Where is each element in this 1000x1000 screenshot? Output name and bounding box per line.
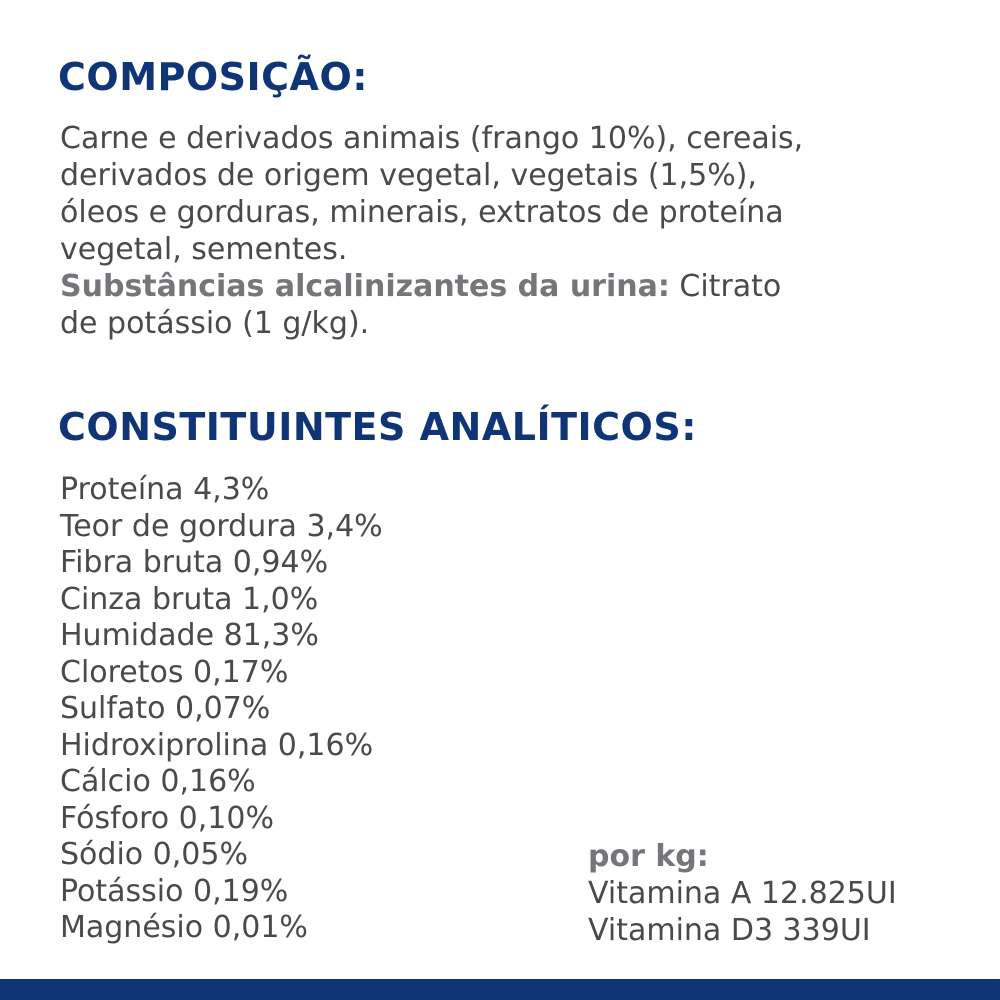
composition-line: Carne e derivados animais (frango 10%), cereais, [60,121,804,156]
per-kg-section [588,838,897,949]
composition-line: vegetal, sementes. [60,232,348,267]
list-item: Cinza bruta 1,0% [60,581,319,617]
composition-text [60,120,960,342]
alkalinizing-value: Citrato [669,269,782,304]
list-item: Fósforo 0,10% [60,800,274,836]
per-kg-label: por kg: [588,839,709,874]
list-item: Humidade 81,3% [60,618,319,653]
list-item: Vitamina A 12.825UI [588,876,897,911]
list-item: Fibra bruta 0,94% [60,545,329,580]
list-item: Magnésio 0,01% [60,910,308,945]
list-item: Hidroxiprolina 0,16% [60,727,374,763]
list-item: Sódio 0,05% [60,837,248,872]
analytical-title: CONSTITUINTES ANALÍTICOS: [58,405,697,449]
per-kg-list [588,875,897,949]
composition-title: COMPOSIÇÃO: [58,55,368,99]
analytical-list [60,472,383,947]
alkalinizing-value-cont: de potássio (1 g/kg). [60,306,370,341]
alkalinizing-label: Substâncias alcalinizantes da urina: [60,269,670,304]
list-item: Cloretos 0,17% [60,654,289,690]
list-item: Potássio 0,19% [60,873,289,909]
footer-band [0,979,1000,1000]
composition-line: óleos e gorduras, minerais, extratos de proteína [60,195,784,230]
list-item: Proteína 4,3% [60,472,270,507]
list-item: Vitamina D3 339UI [588,913,871,948]
list-item: Cálcio 0,16% [60,764,256,799]
list-item: Sulfato 0,07% [60,691,271,726]
composition-line: derivados de origem vegetal, vegetais (1,5%), [60,158,757,193]
alkalinizing-line [60,268,960,305]
list-item: Teor de gordura 3,4% [60,508,383,544]
